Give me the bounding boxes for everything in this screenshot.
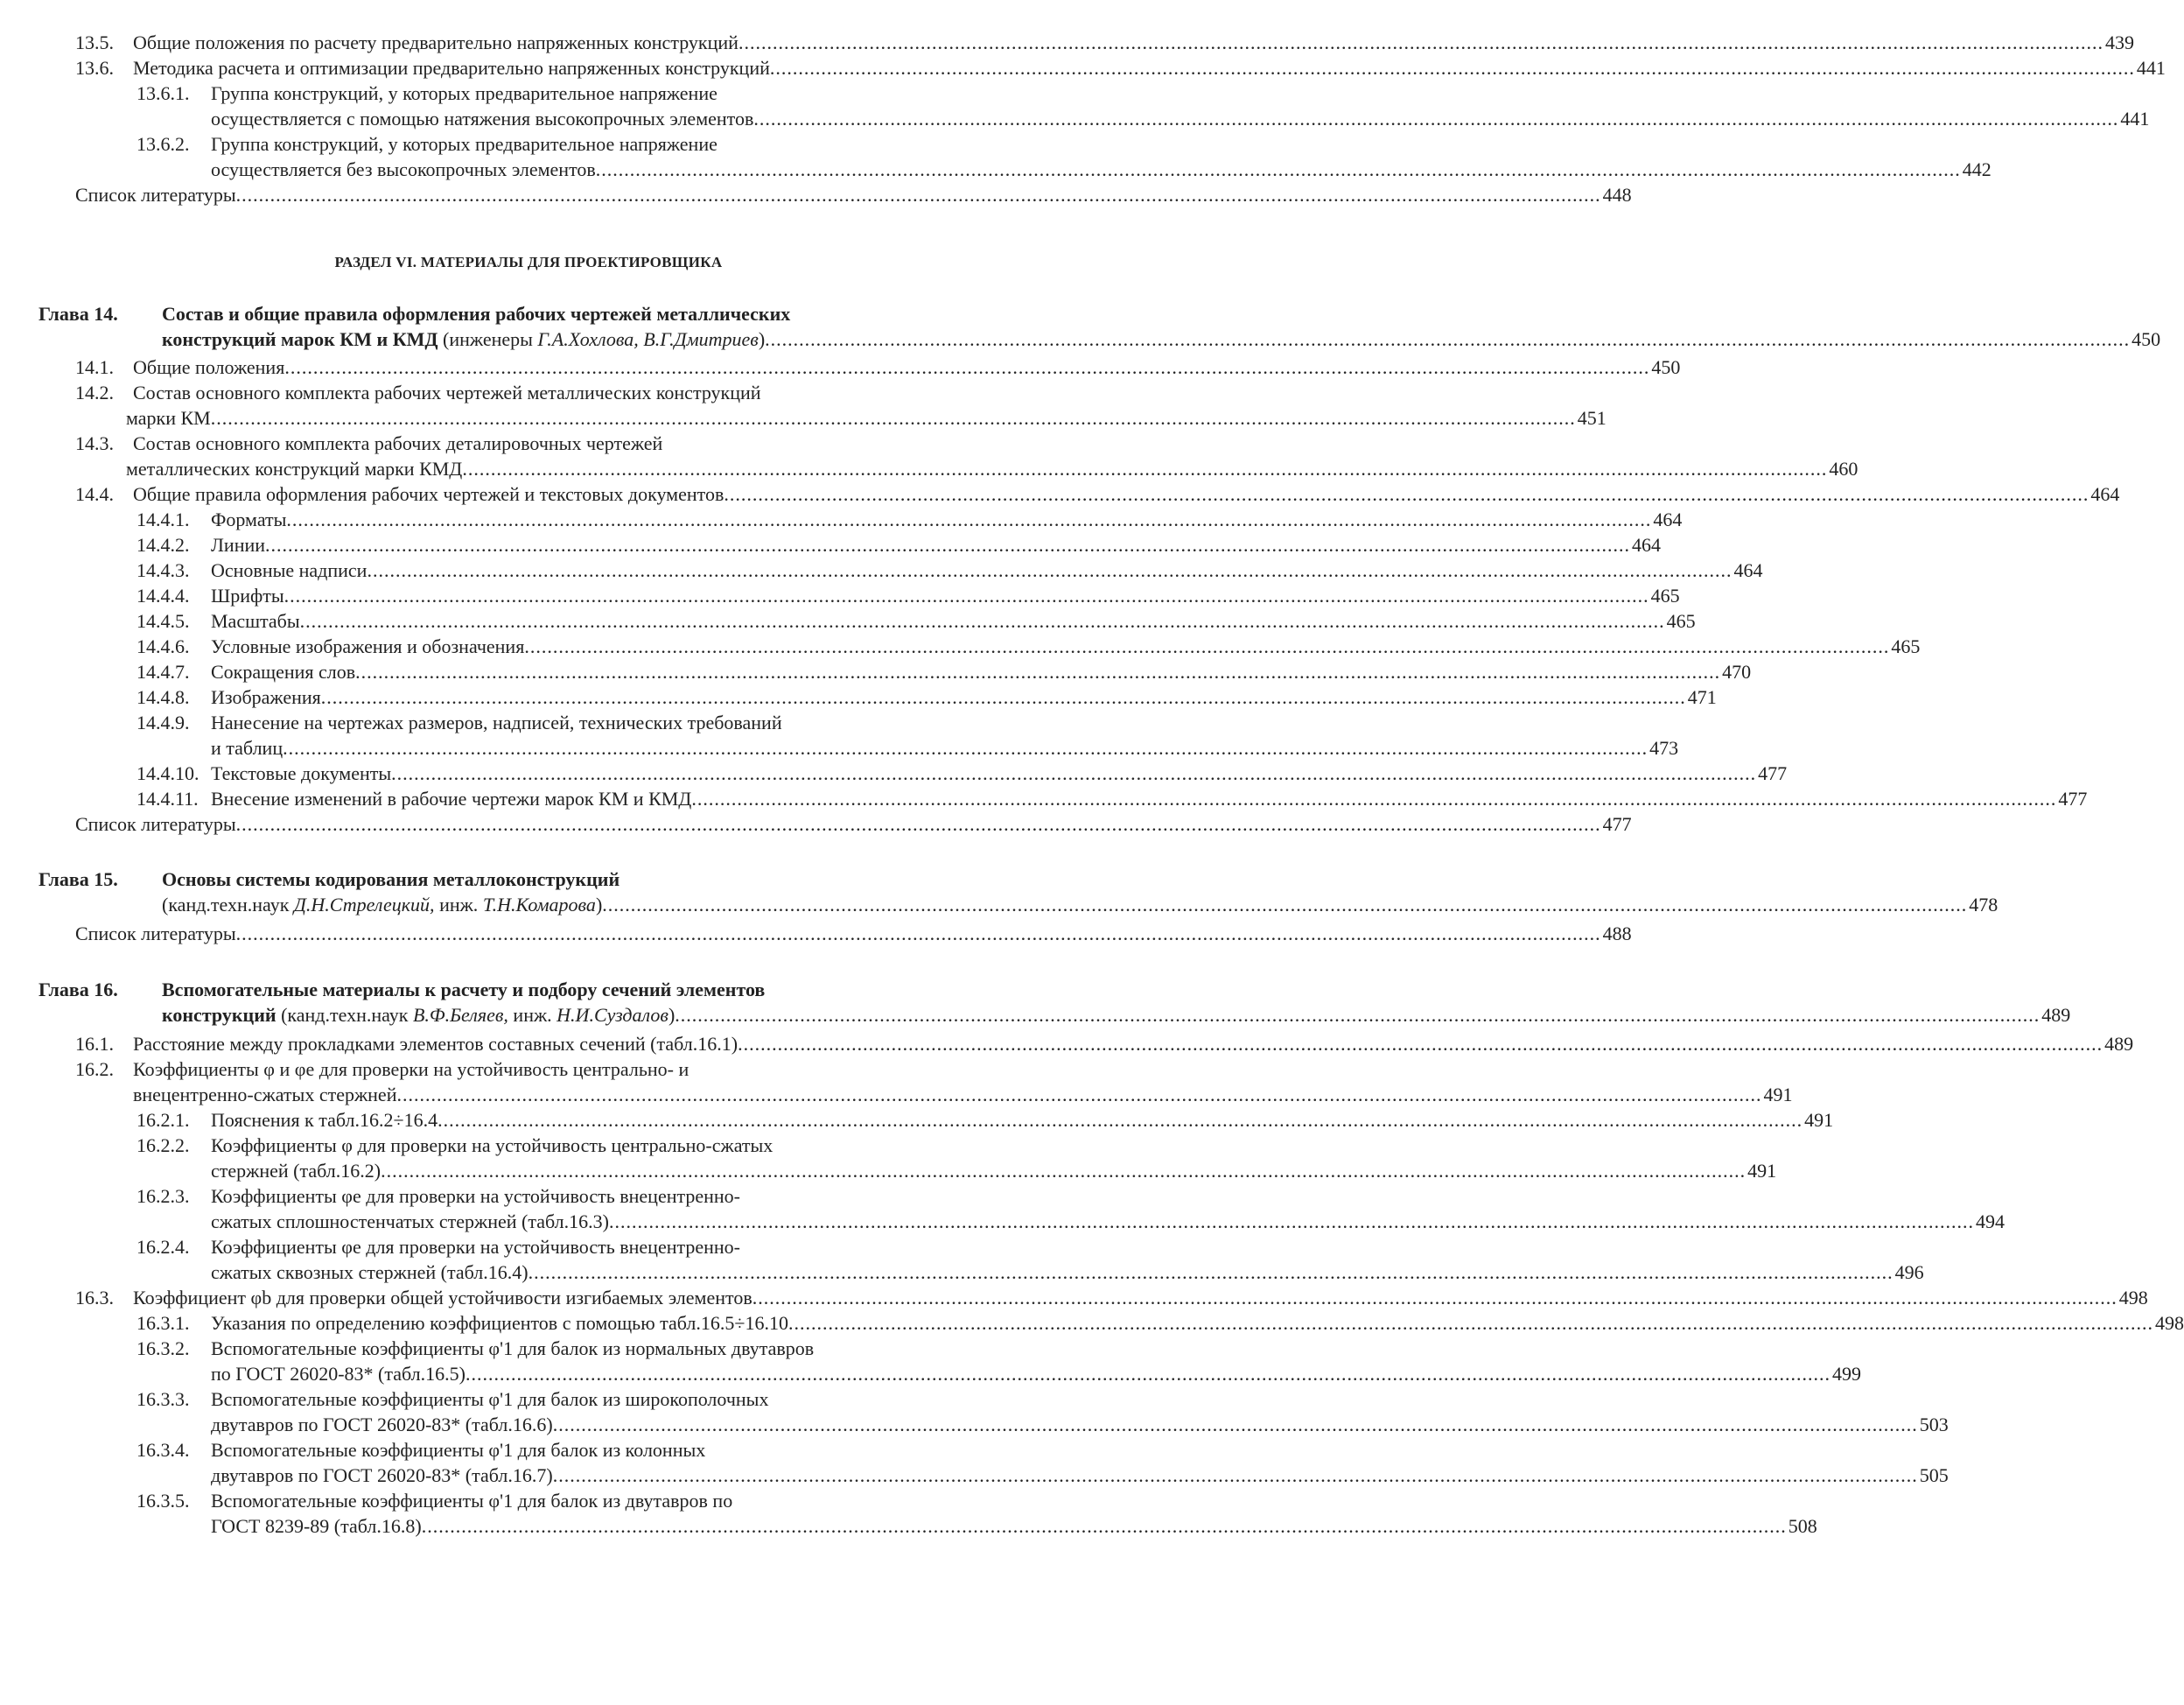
leader-dots [466,1361,1830,1386]
chapter-title-line2: конструкций [162,1004,276,1026]
entry-page: 491 [1763,1084,1793,1105]
entry-number: 13.6.2. [136,133,190,155]
chapter-title-line1: Основы системы кодирования металлоконструкций [162,868,620,890]
entry-title-line1: Коэффициенты φe для проверки на устойчивость внецентренно- [211,1185,740,1207]
leader-dots [724,481,2089,507]
toc-entry [38,81,2150,131]
entry-page: 465 [1666,610,1696,632]
leader-dots [788,1310,2153,1336]
toc-entry [38,481,2120,507]
entry-title: Коэффициент φb для проверки общей устойчивости изгибаемых элементов [133,1287,752,1309]
leader-dots [438,1107,1802,1133]
leader-dots [752,1285,2118,1310]
entry-title-line2: сжатых сплошностенчатых стержней (табл.16.3) [211,1210,609,1232]
entry-title-line2: металлических конструкций марки КМД [126,458,463,480]
toc-entry [38,431,1858,481]
entry-title-line1: Вспомогательные коэффициенты φ'1 для балок из колонных [211,1439,706,1461]
toc-entry [38,608,1696,634]
chapter-number: Глава 15. [38,868,118,890]
entry-title-line1: Коэффициенты φ для проверки на устойчивость центрально-сжатых [211,1134,774,1156]
authors-prefix: (канд.техн.наук [281,1004,409,1026]
leader-dots [284,354,1649,380]
authors-mid: инж. [439,894,479,916]
leader-dots [355,659,1720,684]
entry-title-line2: осуществляется с помощью натяжения высокопрочных элементов [211,108,754,130]
toc-entry [38,1234,1924,1285]
entry-title-line2: осуществляется без высокопрочных элементов [211,158,596,180]
authors-suffix: ) [758,328,766,350]
entry-title: Сокращения слов [211,661,356,683]
entry-number: 14.4.6. [136,635,190,657]
toc-entry [38,354,1681,380]
leader-dots [283,735,1648,761]
toc-entry [38,507,1683,532]
entry-number: 14.4.8. [136,686,190,708]
entry-number: 16.3.4. [136,1439,190,1461]
entry-title-line2: марки КМ [126,407,211,429]
leader-dots [422,1513,1787,1539]
entry-page: 508 [1788,1515,1817,1537]
toc-entry [38,684,1717,710]
leader-dots [381,1158,1746,1183]
entry-page: 496 [1894,1261,1924,1283]
entry-page: 473 [1649,737,1679,759]
entry-title: Линии [211,534,266,556]
entry-page: 439 [2104,32,2134,53]
toc-entry [38,182,1632,207]
entry-number: 16.1. [75,1033,114,1055]
entry-page: 465 [1891,635,1921,657]
entry-title: Общие положения по расчету предварительно напряженных конструкций [133,32,738,53]
toc-entry [38,1310,2184,1336]
entry-number: 16.3.2. [136,1337,190,1359]
toc-entry [38,811,1632,837]
leader-dots [321,684,1686,710]
entry-title-line1: Коэффициенты φe для проверки на устойчивость внецентренно- [211,1236,740,1258]
chapter-heading [38,301,2161,352]
entry-page: 494 [1976,1210,2005,1232]
entry-title-line1: Группа конструкций, у которых предварительное напряжение [211,82,718,104]
entry-title-line1: Вспомогательные коэффициенты φ'1 для балок из широкополочных [211,1388,769,1410]
entry-page: 464 [2090,483,2120,505]
author-1: Д.Н.Стрелецкий, [293,894,435,916]
leader-dots [675,1002,2040,1028]
entry-title: Форматы [211,509,287,530]
entry-page: 441 [2120,108,2150,130]
leader-dots [367,558,1732,583]
entry-title: Методика расчета и оптимизации предварительно напряженных конструкций [133,57,770,79]
leader-dots [602,892,1967,917]
entry-page: 477 [2058,788,2088,810]
entry-page: 471 [1687,686,1717,708]
entry-number: 16.2.1. [136,1109,190,1131]
entry-page: 499 [1831,1363,1861,1385]
toc-entry [38,786,2088,811]
toc-entry [38,1107,1834,1133]
entry-number: 14.4.9. [136,712,190,733]
entry-page: 465 [1650,585,1680,607]
leader-dots [236,921,1601,946]
entry-title-line2: по ГОСТ 26020-83* (табл.16.5) [211,1363,466,1385]
entry-title-line1: Вспомогательные коэффициенты φ'1 для балок из нормальных двутавров [211,1337,815,1359]
toc-entry [38,1488,1817,1539]
leader-dots [765,326,2130,352]
chapter-heading [38,867,1998,917]
entry-page: 464 [1733,559,1763,581]
entry-page: 441 [2136,57,2166,79]
entry-title: Масштабы [211,610,300,632]
entry-title: Изображения [211,686,321,708]
entry-page: 498 [2155,1312,2184,1334]
chapter-page: 478 [1969,894,1998,916]
entry-title: Список литературы [75,184,236,206]
entry-number: 14.4.3. [136,559,190,581]
leader-dots [300,608,1665,634]
entry-number: 13.5. [75,32,114,53]
entry-page: 451 [1577,407,1606,429]
toc-entry [38,634,1921,659]
leader-dots [462,456,1827,481]
toc-entry [38,131,1992,182]
entry-page: 464 [1653,509,1683,530]
entry-title: Расстояние между прокладками элементов составных сечений (табл.16.1) [133,1033,738,1055]
entry-page: 460 [1829,458,1858,480]
toc-entry [38,1056,1793,1107]
entry-title-line1: Состав основного комплекта рабочих деталировочных чертежей [133,432,663,454]
chapter-number: Глава 16. [38,979,118,1000]
entry-number: 14.4. [75,483,114,505]
entry-number: 13.6.1. [136,82,190,104]
toc-entry [38,1386,1949,1437]
entry-number: 16.3.3. [136,1388,190,1410]
entry-title-line2: внецентренно-сжатых стержней [133,1084,397,1105]
entry-title: Текстовые документы [211,762,392,784]
entry-number: 16.2. [75,1058,114,1080]
entry-number: 14.4.2. [136,534,190,556]
entry-number: 16.3. [75,1287,114,1309]
entry-page: 448 [1602,184,1632,206]
entry-title: Внесение изменений в рабочие чертежи марок КМ и КМД [211,788,692,810]
entry-page: 489 [2104,1033,2134,1055]
chapter-heading [38,977,2071,1028]
entry-page: 488 [1602,923,1632,944]
entry-page: 491 [1747,1160,1777,1182]
entry-page: 470 [1722,661,1752,683]
chapter-number: Глава 14. [38,303,118,325]
toc-entry [38,532,1662,558]
chapter-title-line1: Вспомогательные материалы к расчету и подбору сечений элементов [162,979,766,1000]
toc-entry [38,761,1788,786]
entry-title: Указания по определению коэффициентов с помощью табл.16.5÷16.10 [211,1312,788,1334]
chapter-page: 450 [2132,328,2161,350]
entry-title: Основные надписи [211,559,368,581]
entry-number: 14.4.5. [136,610,190,632]
toc-entry [38,710,1679,761]
leader-dots [738,30,2104,55]
toc-entry [38,380,1606,431]
entry-number: 14.4.11. [136,788,199,810]
authors-prefix: (канд.техн.наук [162,894,290,916]
entry-title-line2: стержней (табл.16.2) [211,1160,382,1182]
entry-title-line1: Группа конструкций, у которых предварительное напряжение [211,133,718,155]
leader-dots [609,1209,1974,1234]
leader-dots [286,507,1651,532]
toc-entry [38,921,1632,946]
entry-page: 450 [1651,356,1681,378]
toc-entry [38,1285,2148,1310]
entry-number: 16.3.5. [136,1490,190,1512]
entry-title-line1: Коэффициенты φ и φe для проверки на устойчивость центрально- и [133,1058,690,1080]
entry-title-line2: и таблиц [211,737,284,759]
leader-dots [528,1259,1894,1285]
entry-page: 477 [1602,813,1632,835]
entry-title-line2: двутавров по ГОСТ 26020-83* (табл.16.7) [211,1464,553,1486]
entry-page: 505 [1919,1464,1949,1486]
author-1: В.Ф.Беляев, [412,1004,508,1026]
toc-entry [38,30,2134,55]
entry-number: 14.1. [75,356,114,378]
entry-title-line2: сжатых сквозных стержней (табл.16.4) [211,1261,528,1283]
toc-entry [38,1437,1949,1488]
entry-page: 491 [1804,1109,1834,1131]
entry-title: Общие положения [133,356,285,378]
toc-entry [38,659,1752,684]
chapter-page: 489 [2041,1004,2071,1026]
entry-title-line2: ГОСТ 8239-89 (табл.16.8) [211,1515,422,1537]
entry-page: 477 [1758,762,1788,784]
author-2: Н.И.Суздалов [556,1004,668,1026]
toc-entry [38,1031,2134,1056]
section-heading: РАЗДЕЛ VI. МАТЕРИАЛЫ ДЛЯ ПРОЕКТИРОВЩИКА [334,254,723,270]
authors-mid: инж. [513,1004,552,1026]
author-2: Т.Н.Комарова [482,894,596,916]
entry-number: 14.4.7. [136,661,190,683]
entry-title-line1: Нанесение на чертежах размеров, надписей, технических требований [211,712,782,733]
entry-number: 16.2.3. [136,1185,190,1207]
authors: Г.А.Хохлова, В.Г.Дмитриев [537,328,759,350]
authors-prefix: (инженеры [443,328,533,350]
entry-page: 503 [1919,1414,1949,1435]
leader-dots [770,55,2135,81]
toc-entry [38,1133,1777,1183]
chapter-title-line1: Состав и общие правила оформления рабочих чертежей металлических [162,303,791,325]
toc-entry [38,1183,2005,1234]
entry-number: 14.3. [75,432,114,454]
entry-title: Общие правила оформления рабочих чертежей и текстовых документов [133,483,724,505]
entry-number: 16.2.2. [136,1134,190,1156]
entry-title-line2: двутавров по ГОСТ 26020-83* (табл.16.6) [211,1414,553,1435]
leader-dots [236,182,1601,207]
toc-entry [38,1336,1861,1386]
entry-title: Условные изображения и обозначения [211,635,525,657]
leader-dots [753,106,2118,131]
leader-dots [596,157,1961,182]
leader-dots [553,1412,1918,1437]
leader-dots [236,811,1601,837]
entry-title-line1: Вспомогательные коэффициенты φ'1 для балок из двутавров по [211,1490,733,1512]
entry-number: 14.2. [75,382,114,403]
entry-number: 13.6. [75,57,114,79]
entry-page: 442 [1962,158,1992,180]
leader-dots [265,532,1630,558]
entry-number: 16.3.1. [136,1312,190,1334]
entry-number: 14.4.1. [136,509,190,530]
leader-dots [284,583,1649,608]
leader-dots [211,405,1576,431]
entry-number: 14.4.10. [136,762,200,784]
entry-page: 498 [2118,1287,2148,1309]
leader-dots [524,634,1889,659]
entry-title: Список литературы [75,923,236,944]
toc-entry [38,55,2166,81]
toc-entry [38,558,1763,583]
entry-title: Шрифты [211,585,284,607]
leader-dots [553,1463,1918,1488]
entry-number: 14.4.4. [136,585,190,607]
entry-title: Пояснения к табл.16.2÷16.4 [211,1109,438,1131]
leader-dots [738,1031,2103,1056]
entry-title: Список литературы [75,813,236,835]
leader-dots [691,786,2056,811]
leader-dots [391,761,1756,786]
authors-suffix: ) [668,1004,676,1026]
entry-number: 16.2.4. [136,1236,190,1258]
leader-dots [396,1082,1761,1107]
chapter-title-line2: конструкций марок КМ и КМД [162,328,438,350]
authors-suffix: ) [595,894,603,916]
entry-page: 464 [1632,534,1662,556]
toc-entry [38,583,1680,608]
entry-title-line1: Состав основного комплекта рабочих чертежей металлических конструкций [133,382,761,403]
